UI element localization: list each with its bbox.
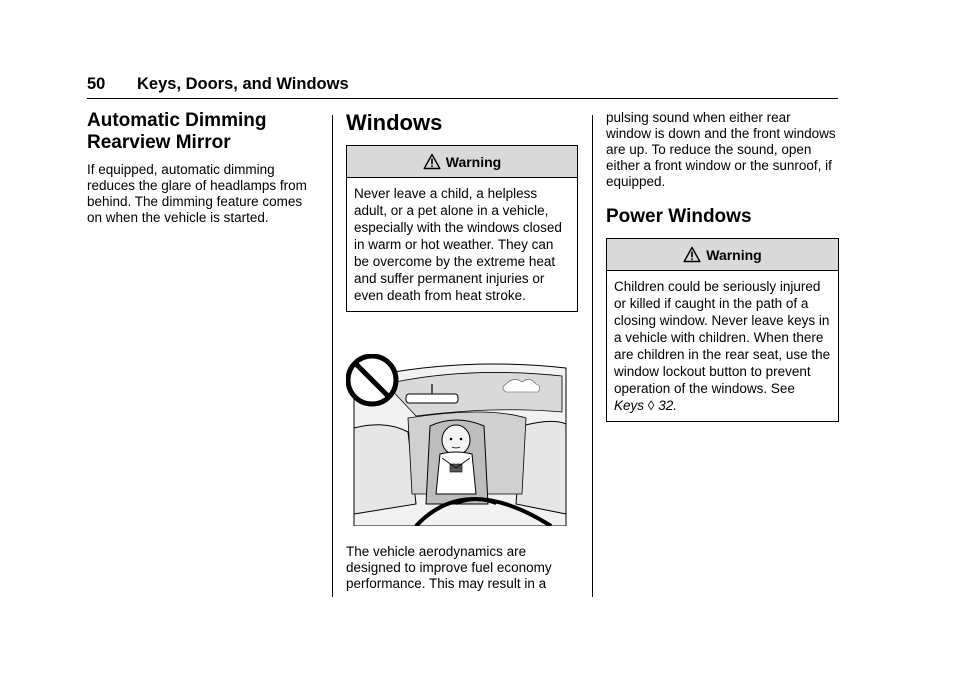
page-ref-arrow: ◊: [647, 398, 655, 413]
section-heading-power-windows: Power Windows: [606, 206, 752, 227]
column-middle: [346, 110, 578, 312]
warning-header: [607, 239, 838, 271]
aerodynamics-text: The vehicle aerodynamics are designed to improve fuel economy performance. This may result in a: [346, 544, 552, 591]
warning-box-child: [346, 145, 578, 312]
column-left: [87, 110, 315, 226]
column-divider: [332, 115, 333, 597]
warning-text: [607, 271, 838, 421]
pulsing-sound-text: pulsing sound when either rear window is down and the front windows are up. To reduce the sound, open either a front window or the sunroof, if equipped.: [606, 110, 836, 189]
column-divider: [592, 115, 593, 597]
child-in-car-illustration: [346, 354, 568, 526]
warning-triangle-icon: [683, 246, 701, 263]
warning-triangle-icon: [423, 153, 441, 170]
page-ref-number[interactable]: 32.: [658, 398, 677, 413]
column-right: [606, 110, 839, 422]
page-header: [87, 72, 838, 99]
keys-reference-link[interactable]: Keys: [614, 398, 645, 413]
page-number: 50: [87, 75, 106, 93]
mirror-body-text: If equipped, automatic dimming reduces the glare of headlamps from behind. The dimming feature comes on when the vehicle is started.: [87, 162, 307, 225]
chapter-title: Keys, Doors, and Windows: [137, 75, 349, 93]
warning-title: Warning: [706, 246, 762, 263]
warning-text: Never leave a child, a helpless adult, or a pet alone in a vehicle, especially with the windows closed in warm or hot weather. They can be overcome by the extreme heat and suffer permanent injuries or even death from heat stroke.: [354, 186, 562, 303]
section-heading-mirror: Automatic Dimming Rearview Mirror: [87, 110, 267, 153]
section-heading-windows: Windows: [346, 110, 443, 135]
warning-title: Warning: [445, 153, 502, 170]
warning-box-power-windows: [606, 238, 839, 422]
warning-text-body: Children could be seriously injured or killed if caught in the path of a closing window. Never leave keys in a vehicle with children. When there are children in the rear seat, use the window lockout button to prevent operation of the windows. See: [614, 279, 831, 396]
warning-header: [347, 146, 577, 178]
column-middle-continued: [346, 544, 578, 592]
